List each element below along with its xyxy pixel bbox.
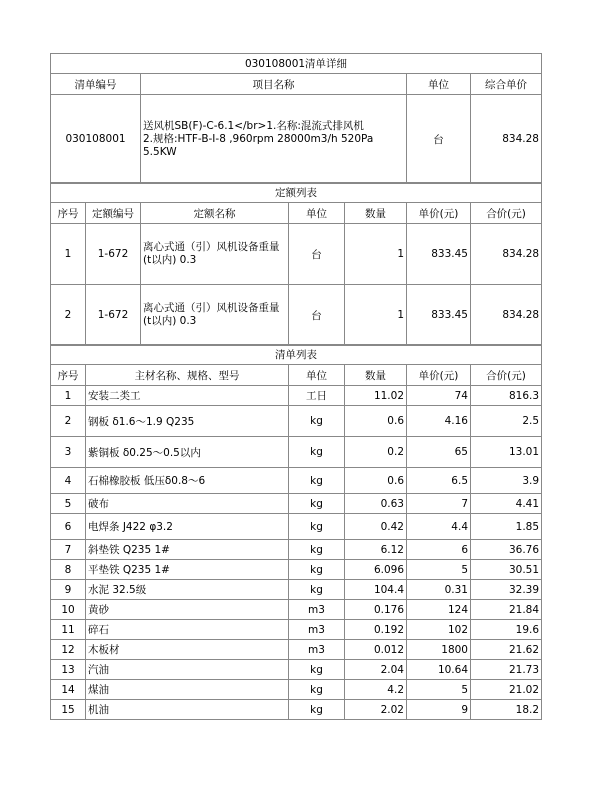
material-name: 碎石	[86, 620, 289, 640]
material-total: 21.84	[471, 600, 542, 620]
material-name: 斜垫铁 Q235 1#	[86, 540, 289, 560]
material-price: 0.31	[407, 580, 471, 600]
column-header: 单位	[289, 365, 345, 386]
column-header: 定额名称	[141, 203, 289, 224]
quota-total: 834.28	[471, 224, 542, 285]
material-unit: kg	[289, 437, 345, 468]
material-unit: kg	[289, 560, 345, 580]
item-header-row	[51, 74, 542, 95]
item-code: 030108001	[51, 95, 141, 184]
material-total: 4.41	[471, 494, 542, 514]
column-header: 定额编号	[86, 203, 141, 224]
material-seq: 14	[51, 680, 86, 700]
quota-qty: 1	[345, 224, 407, 285]
material-seq: 1	[51, 386, 86, 406]
quota-code: 1-672	[86, 224, 141, 285]
material-price: 65	[407, 437, 471, 468]
material-qty: 0.63	[345, 494, 407, 514]
material-qty: 104.4	[345, 580, 407, 600]
material-unit: kg	[289, 406, 345, 437]
material-seq: 13	[51, 660, 86, 680]
material-price: 1800	[407, 640, 471, 660]
quota-qty: 1	[345, 285, 407, 346]
column-header: 单价(元)	[407, 365, 471, 386]
material-row	[51, 386, 542, 406]
price-header: 综合单价	[471, 74, 542, 95]
quota-name: 离心式通（引）风机设备重量(t以内) 0.3	[141, 285, 289, 346]
material-row	[51, 580, 542, 600]
quota-code: 1-672	[86, 285, 141, 346]
name-header: 项目名称	[141, 74, 407, 95]
item-unit: 台	[407, 95, 471, 184]
material-row	[51, 494, 542, 514]
material-price: 10.64	[407, 660, 471, 680]
materials-header-row	[51, 365, 542, 386]
table-title: 030108001清单详细	[51, 54, 542, 74]
item-description-line: 5.5KW	[143, 145, 177, 158]
material-total: 21.62	[471, 640, 542, 660]
material-name: 平垫铁 Q235 1#	[86, 560, 289, 580]
material-qty: 6.12	[345, 540, 407, 560]
material-name: 黄砂	[86, 600, 289, 620]
material-unit: m3	[289, 600, 345, 620]
material-total: 3.9	[471, 468, 542, 494]
column-header: 合价(元)	[471, 203, 542, 224]
column-header: 数量	[345, 203, 407, 224]
material-seq: 8	[51, 560, 86, 580]
quota-unit: 台	[289, 224, 345, 285]
material-unit: kg	[289, 700, 345, 720]
material-row	[51, 660, 542, 680]
quota-name: 离心式通（引）风机设备重量(t以内) 0.3	[141, 224, 289, 285]
material-unit: kg	[289, 660, 345, 680]
material-qty: 11.02	[345, 386, 407, 406]
material-name: 石棉橡胶板 低压δ0.8～6	[86, 468, 289, 494]
material-seq: 7	[51, 540, 86, 560]
material-seq: 10	[51, 600, 86, 620]
column-header: 合价(元)	[471, 365, 542, 386]
material-name: 破布	[86, 494, 289, 514]
material-total: 816.3	[471, 386, 542, 406]
quota-price: 833.45	[407, 285, 471, 346]
material-total: 1.85	[471, 514, 542, 540]
materials-body	[51, 386, 542, 720]
material-qty: 0.176	[345, 600, 407, 620]
unit-header: 单位	[407, 74, 471, 95]
column-header: 序号	[51, 203, 86, 224]
column-header: 主材名称、规格、型号	[86, 365, 289, 386]
column-header: 单位	[289, 203, 345, 224]
material-qty: 6.096	[345, 560, 407, 580]
material-price: 124	[407, 600, 471, 620]
material-seq: 2	[51, 406, 86, 437]
code-header: 清单编号	[51, 74, 141, 95]
material-total: 2.5	[471, 406, 542, 437]
material-unit: kg	[289, 580, 345, 600]
material-price: 5	[407, 680, 471, 700]
material-unit: m3	[289, 640, 345, 660]
materials-section-row	[51, 345, 542, 365]
quota-unit: 台	[289, 285, 345, 346]
material-total: 19.6	[471, 620, 542, 640]
material-total: 21.02	[471, 680, 542, 700]
quota-price: 833.45	[407, 224, 471, 285]
material-seq: 12	[51, 640, 86, 660]
table-title-row	[51, 54, 542, 74]
material-row	[51, 437, 542, 468]
material-unit: m3	[289, 620, 345, 640]
bill-item-table	[50, 53, 542, 184]
column-header: 序号	[51, 365, 86, 386]
material-price: 4.16	[407, 406, 471, 437]
material-row	[51, 468, 542, 494]
material-row	[51, 620, 542, 640]
quota-section-row	[51, 183, 542, 203]
material-unit: kg	[289, 468, 345, 494]
material-unit: kg	[289, 540, 345, 560]
material-row	[51, 640, 542, 660]
material-qty: 0.6	[345, 406, 407, 437]
material-seq: 4	[51, 468, 86, 494]
material-total: 36.76	[471, 540, 542, 560]
material-total: 18.2	[471, 700, 542, 720]
quota-table	[50, 182, 542, 346]
materials-table	[50, 344, 542, 720]
material-qty: 0.192	[345, 620, 407, 640]
material-name: 紫铜板 δ0.25～0.5以内	[86, 437, 289, 468]
item-description	[141, 95, 407, 184]
item-price: 834.28	[471, 95, 542, 184]
material-row	[51, 600, 542, 620]
material-name: 水泥 32.5级	[86, 580, 289, 600]
material-row	[51, 406, 542, 437]
quota-row	[51, 224, 542, 285]
material-unit: kg	[289, 680, 345, 700]
material-price: 74	[407, 386, 471, 406]
quota-seq: 1	[51, 224, 86, 285]
material-row	[51, 540, 542, 560]
quota-seq: 2	[51, 285, 86, 346]
material-seq: 5	[51, 494, 86, 514]
material-name: 钢板 δ1.6～1.9 Q235	[86, 406, 289, 437]
material-name: 安装二类工	[86, 386, 289, 406]
material-unit: kg	[289, 494, 345, 514]
material-seq: 11	[51, 620, 86, 640]
material-seq: 3	[51, 437, 86, 468]
material-seq: 6	[51, 514, 86, 540]
material-name: 煤油	[86, 680, 289, 700]
material-name: 电焊条 J422 φ3.2	[86, 514, 289, 540]
material-name: 汽油	[86, 660, 289, 680]
item-description-line: 送风机SB(F)-C-6.1</br>1.名称:混流式排风机	[143, 119, 364, 132]
material-qty: 0.012	[345, 640, 407, 660]
item-description-line: 2.规格:HTF-B-I-8 ,960rpm 28000m3/h 520Pa	[143, 132, 374, 145]
material-price: 4.4	[407, 514, 471, 540]
material-price: 7	[407, 494, 471, 514]
materials-section-title: 清单列表	[51, 345, 542, 365]
material-qty: 0.42	[345, 514, 407, 540]
material-name: 木板材	[86, 640, 289, 660]
column-header: 数量	[345, 365, 407, 386]
material-name: 机油	[86, 700, 289, 720]
material-price: 6.5	[407, 468, 471, 494]
quota-section-title: 定额列表	[51, 183, 542, 203]
material-qty: 0.2	[345, 437, 407, 468]
material-row	[51, 560, 542, 580]
material-total: 32.39	[471, 580, 542, 600]
material-unit: 工日	[289, 386, 345, 406]
column-header: 单价(元)	[407, 203, 471, 224]
quota-row	[51, 285, 542, 346]
material-total: 13.01	[471, 437, 542, 468]
material-total: 30.51	[471, 560, 542, 580]
material-qty: 0.6	[345, 468, 407, 494]
material-qty: 2.02	[345, 700, 407, 720]
quota-header-row	[51, 203, 542, 224]
material-price: 5	[407, 560, 471, 580]
material-row	[51, 514, 542, 540]
material-price: 9	[407, 700, 471, 720]
item-row	[51, 95, 542, 184]
material-seq: 9	[51, 580, 86, 600]
material-row	[51, 680, 542, 700]
material-qty: 2.04	[345, 660, 407, 680]
material-seq: 15	[51, 700, 86, 720]
material-unit: kg	[289, 514, 345, 540]
material-price: 102	[407, 620, 471, 640]
material-total: 21.73	[471, 660, 542, 680]
material-qty: 4.2	[345, 680, 407, 700]
material-row	[51, 700, 542, 720]
material-price: 6	[407, 540, 471, 560]
quota-total: 834.28	[471, 285, 542, 346]
